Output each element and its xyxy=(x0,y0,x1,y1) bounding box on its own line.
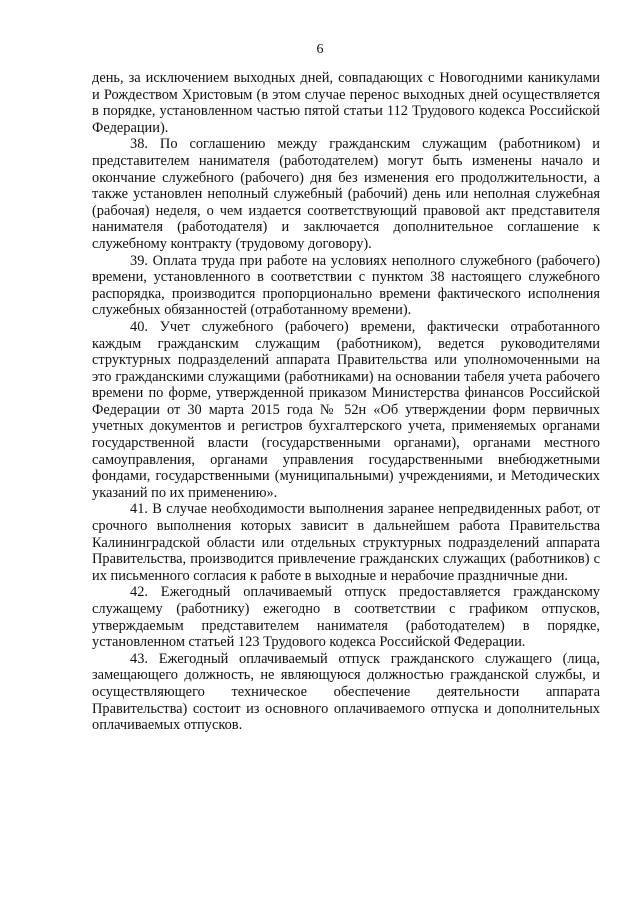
page-number: 6 xyxy=(316,42,324,57)
paragraph-42: 42. Ежегодный оплачиваемый отпуск предоставляется гражданскому служащему (работнику) ежегодно в соответствии с графиком отпусков, утверждаемым представителем нанимателя (работодателем) в порядке, установленном статьей 123 Трудового кодекса Российской Федерации. xyxy=(92,584,600,651)
paragraph-43: 43. Ежегодный оплачиваемый отпуск гражданского служащего (лица, замещающего должность, не являющуюся должностью гражданской службы, и осуществляющего техническое обеспечение деятельности аппарата Правительства) состоит из основного оплачиваемого отпуска и дополнительных оплачиваемых отпусков. xyxy=(92,650,600,734)
paragraph-40: 40. Учет служебного (рабочего) времени, фактически отработанного каждым гражданским служащим (работником), ведется руководителями структурных подразделений аппарата Правительства или уполномоченными на это гражданскими служащими (работниками) на основании табеля учета рабочего времени по форме, утвержденной приказом Министерства финансов Российской Федерации от 30 марта 2015 года № 52н «Об утверждении форм первичных учетных документов и регистров бухгалтерского учета, применяемых органами государственной власти (государственными органами), органами местного самоуправления, органами управления государственными внебюджетными фондами, государственными (муниципальными) учреждениями, и Методических указаний по их применению». xyxy=(92,318,600,501)
document-body xyxy=(92,70,600,734)
paragraph-39: 39. Оплата труда при работе на условиях неполного служебного (рабочего) времени, установленного в соответствии с пунктом 38 настоящего служебного распорядка, производится пропорционально времени фактического исполнения служебных обязанностей (отработанному времени). xyxy=(92,252,600,319)
paragraph-41: 41. В случае необходимости выполнения заранее непредвиденных работ, от срочного выполнения которых зависит в дальнейшем работа Правительства Калининградской области или отдельных структурных подразделений аппарата Правительства, производится привлечение гражданских служащих (работников) с их письменного согласия к работе в выходные и нерабочие праздничные дни. xyxy=(92,501,600,584)
paragraph-38: 38. По соглашению между гражданским служащим (работником) и представителем нанимателя (работодателем) могут быть изменены начало и окончание служебного (рабочего) дня без изменения его продолжительности, а также установлен неполный служебный (рабочий) день или неполная служебная (рабочая) неделя, о чем издается соответствующий правовой акт представителя нанимателя (работодателя) и заключается дополнительное соглашение к служебному контракту (трудовому договору). xyxy=(92,136,600,252)
paragraph-continuation: день, за исключением выходных дней, совпадающих с Новогодними каникулами и Рождеством Христовым (в этом случае перенос выходных дней осуществляется в порядке, установленном частью пятой статьи 112 Трудового кодекса Российской Федерации). xyxy=(92,70,600,136)
